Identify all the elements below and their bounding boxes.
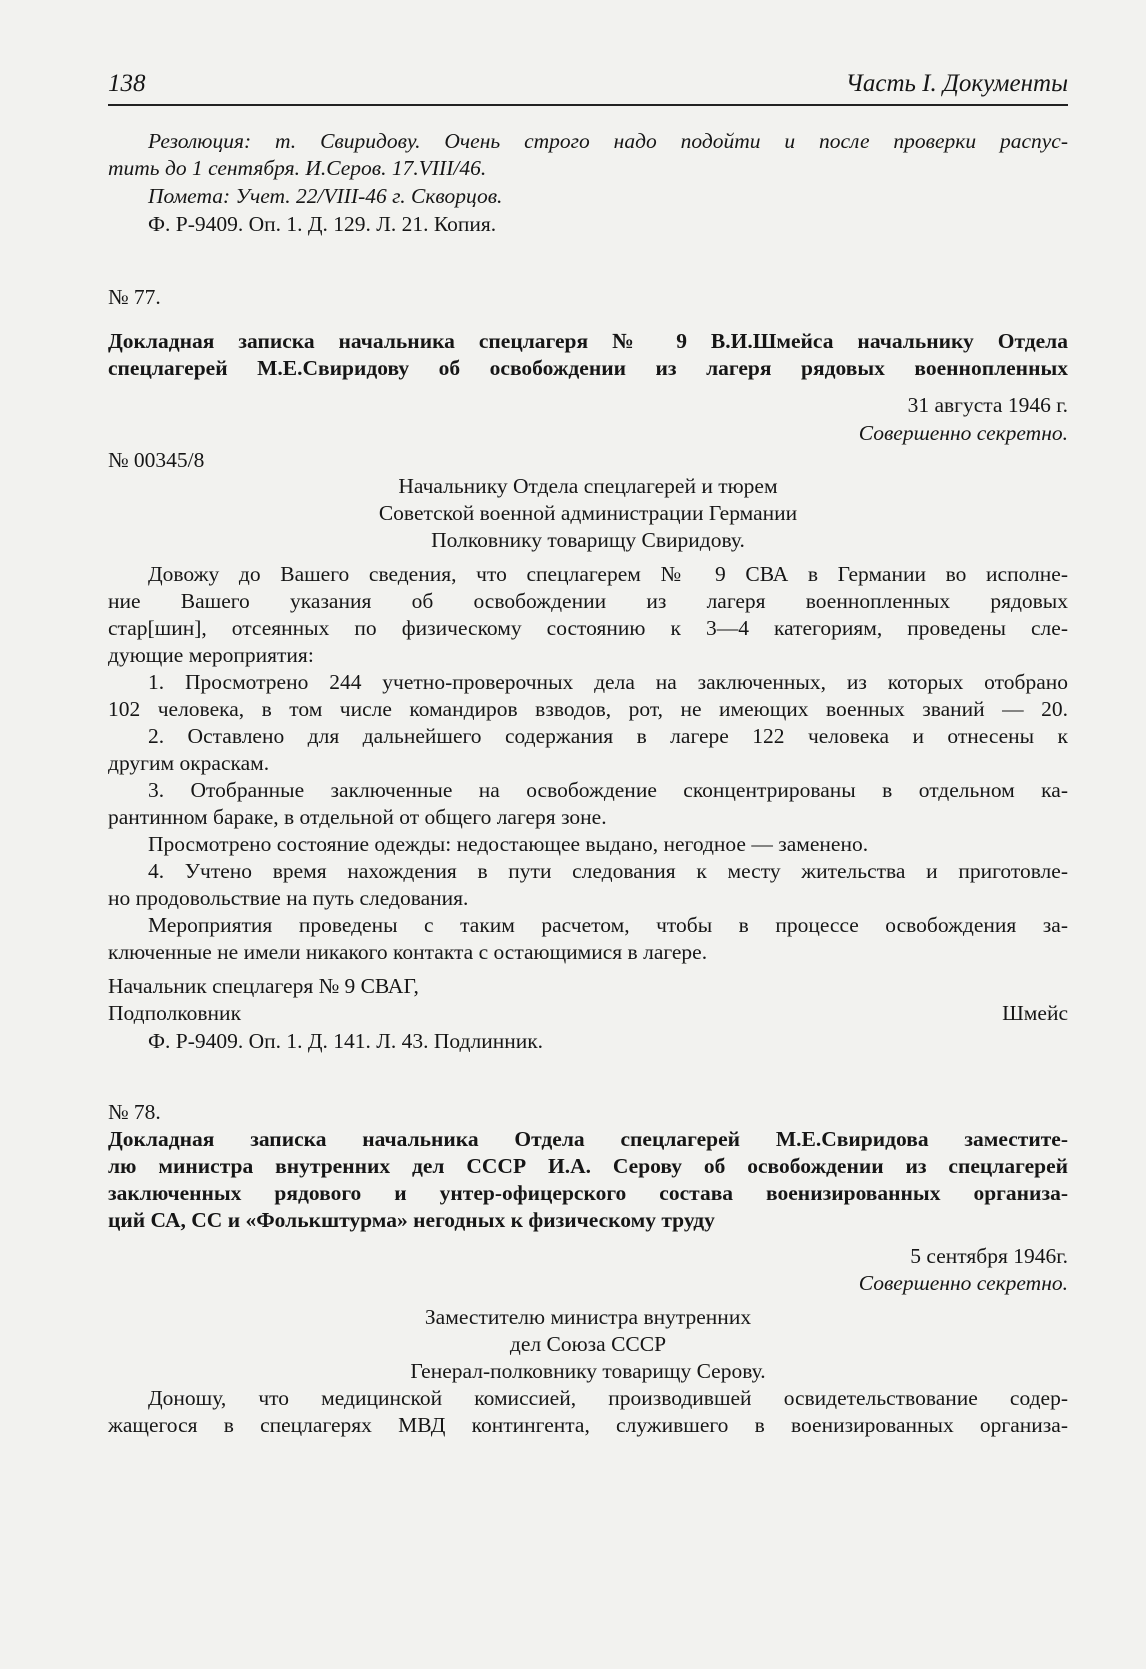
addressee-line: дел Союза СССР — [509, 1332, 667, 1356]
secrecy-stamp: Совершенно секретно. — [858, 421, 1068, 445]
body-line: жащегося в спецлагерях МВД контингента, служившего в военизированных организа- — [108, 1413, 1068, 1437]
section-title: Часть I. Документы — [845, 70, 1068, 97]
document-title-line: спецлагерей М.Е.Свиридову об освобождении из лагеря рядовых военнопленных — [108, 356, 1068, 380]
body-line: ключенные не имели никакого контакта с остающимися в лагере. — [108, 940, 708, 964]
addressee-line: Заместителю министра внутренних — [424, 1305, 752, 1329]
body-line: стар[шин], отсеянных по физическому состоянию к 3—4 категориям, проведены сле- — [108, 616, 1068, 640]
body-line: Довожу до Вашего сведения, что спецлагерем № 9 СВА в Германии во исполне- — [148, 562, 1068, 586]
secrecy-stamp: Совершенно секретно. — [858, 1271, 1068, 1295]
signature-title: Начальник спецлагеря № 9 СВАГ, — [108, 974, 419, 998]
document-number: № 77. — [108, 285, 161, 309]
mark-line: Помета: Учет. 22/VIII-46 г. Скворцов. — [148, 184, 503, 208]
body-line: 1. Просмотрено 244 учетно-проверочных дела на заключенных, из которых отобрано — [148, 670, 1068, 694]
body-line: 3. Отобранные заключенные на освобождение сконцентрированы в отдельном ка- — [148, 778, 1068, 802]
document-title-line: ций СА, СС и «Фолькштурма» негодных к физическому труду — [108, 1208, 715, 1232]
body-line: 2. Оставлено для дальнейшего содержания в лагере 122 человека и отнесены к — [148, 724, 1068, 748]
addressee-line: Генерал-полковнику товарищу Серову. — [410, 1359, 766, 1383]
signature-name: Шмейс — [1002, 1001, 1068, 1025]
document-title-line: заключенных рядового и унтер-офицерского состава военизированных организа- — [108, 1181, 1068, 1205]
document-page — [108, 0, 1068, 1669]
body-line: Доношу, что медицинской комиссией, производившей освидетельствование содер- — [148, 1386, 1068, 1410]
body-line: Мероприятия проведены с таким расчетом, чтобы в процессе освобождения за- — [148, 913, 1068, 937]
signature-rank: Подполковник — [108, 1001, 242, 1025]
body-line: но продовольствие на путь следования. — [108, 886, 469, 910]
document-date: 31 августа 1946 г. — [907, 393, 1068, 417]
resolution-line-2: тить до 1 сентября. И.Серов. 17.VIII/46. — [108, 156, 487, 180]
resolution-line-1: Резолюция: т. Свиридову. Очень строго надо подойти и после проверки распус- — [148, 129, 1068, 153]
archive-source: Ф. Р-9409. Оп. 1. Д. 129. Л. 21. Копия. — [148, 212, 497, 236]
document-title-line: Докладная записка начальника спецлагеря № 9 В.И.Шмейса начальнику Отдела — [108, 329, 1068, 353]
archive-source: Ф. Р-9409. Оп. 1. Д. 141. Л. 43. Подлинник. — [148, 1029, 544, 1053]
body-line: Просмотрено состояние одежды: недостающее выдано, негодное — заменено. — [148, 832, 869, 856]
document-title-line: Докладная записка начальника Отдела спецлагерей М.Е.Свиридова заместите- — [108, 1127, 1068, 1151]
addressee-line: Начальнику Отдела спецлагерей и тюрем — [398, 474, 778, 498]
addressee-line: Полковнику товарищу Свиридову. — [431, 528, 745, 552]
body-line: 4. Учтено время нахождения в пути следования к месту жительства и приготовле- — [148, 859, 1068, 883]
body-line: другим окраскам. — [108, 751, 270, 775]
reference-number: № 00345/8 — [108, 448, 205, 472]
body-line: 102 человека, в том числе командиров взводов, рот, не имеющих военных званий — 20. — [108, 697, 1068, 721]
page-number: 138 — [108, 70, 146, 97]
page-header — [108, 68, 1068, 106]
addressee-line: Советской военной администрации Германии — [378, 501, 798, 525]
document-date: 5 сентября 1946г. — [910, 1244, 1068, 1268]
document-number: № 78. — [108, 1100, 161, 1124]
body-line: ние Вашего указания об освобождении из лагеря военнопленных рядовых — [108, 589, 1068, 613]
body-line: дующие мероприятия: — [108, 643, 314, 667]
document-title-line: лю министра внутренних дел СССР И.А. Серову об освобождении из спецлагерей — [108, 1154, 1068, 1178]
body-line: рантинном бараке, в отдельной от общего лагеря зоне. — [108, 805, 607, 829]
